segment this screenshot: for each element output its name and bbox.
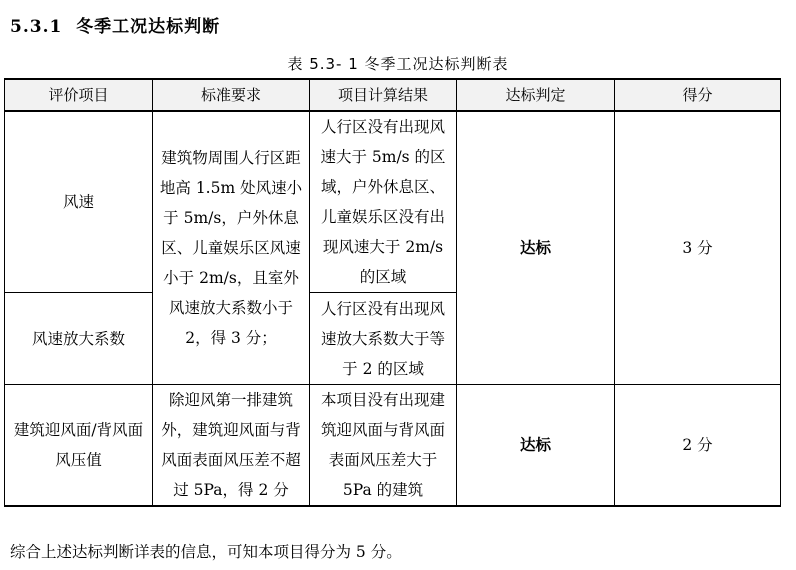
- item-pressure: 建筑迎风面/背风面风压值: [5, 385, 153, 507]
- table-row: [5, 111, 781, 293]
- table-caption: 表 5.3- 1 冬季工况达标判断表: [287, 55, 509, 73]
- evaluation-table: [4, 78, 781, 507]
- header-score: 得分: [615, 79, 781, 111]
- section-heading: [10, 12, 220, 37]
- table-row: [5, 385, 781, 507]
- judgement-wind: 达标: [457, 111, 615, 385]
- section-title: 冬季工况达标判断: [76, 17, 221, 37]
- header-judgement: 达标判定: [457, 79, 615, 111]
- score-wind: 3 分: [615, 111, 781, 385]
- header-item: 评价项目: [5, 79, 153, 111]
- score-pressure: 2 分: [615, 385, 781, 507]
- item-amplification: 风速放大系数: [5, 293, 153, 385]
- judgement-pressure: 达标: [457, 385, 615, 507]
- header-standard: 标准要求: [153, 79, 310, 111]
- result-pressure: 本项目没有出现建筑迎风面与背风面表面风压差大于 5Pa 的建筑: [310, 385, 457, 507]
- section-number: 5.3.1: [10, 17, 63, 37]
- standard-pressure: 除迎风第一排建筑外，建筑迎风面与背风面表面风压差不超过 5Pa，得 2 分: [153, 385, 310, 507]
- result-wind-speed: 人行区没有出现风速大于 5m/s 的区域，户外休息区、儿童娱乐区没有出现风速大于 2m/s 的区域: [310, 111, 457, 293]
- summary-paragraph: 综合上述达标判断详表的信息，可知本项目得分为 5 分。: [10, 543, 402, 561]
- result-amplification: 人行区没有出现风速放大系数大于等于 2 的区域: [310, 293, 457, 385]
- item-wind-speed: 风速: [5, 111, 153, 293]
- table-header-row: [5, 79, 781, 111]
- header-result: 项目计算结果: [310, 79, 457, 111]
- standard-wind: 建筑物周围人行区距地高 1.5m 处风速小于 5m/s，户外休息区、儿童娱乐区风速小于 2m/s，且室外风速放大系数小于 2，得 3 分；: [153, 111, 310, 385]
